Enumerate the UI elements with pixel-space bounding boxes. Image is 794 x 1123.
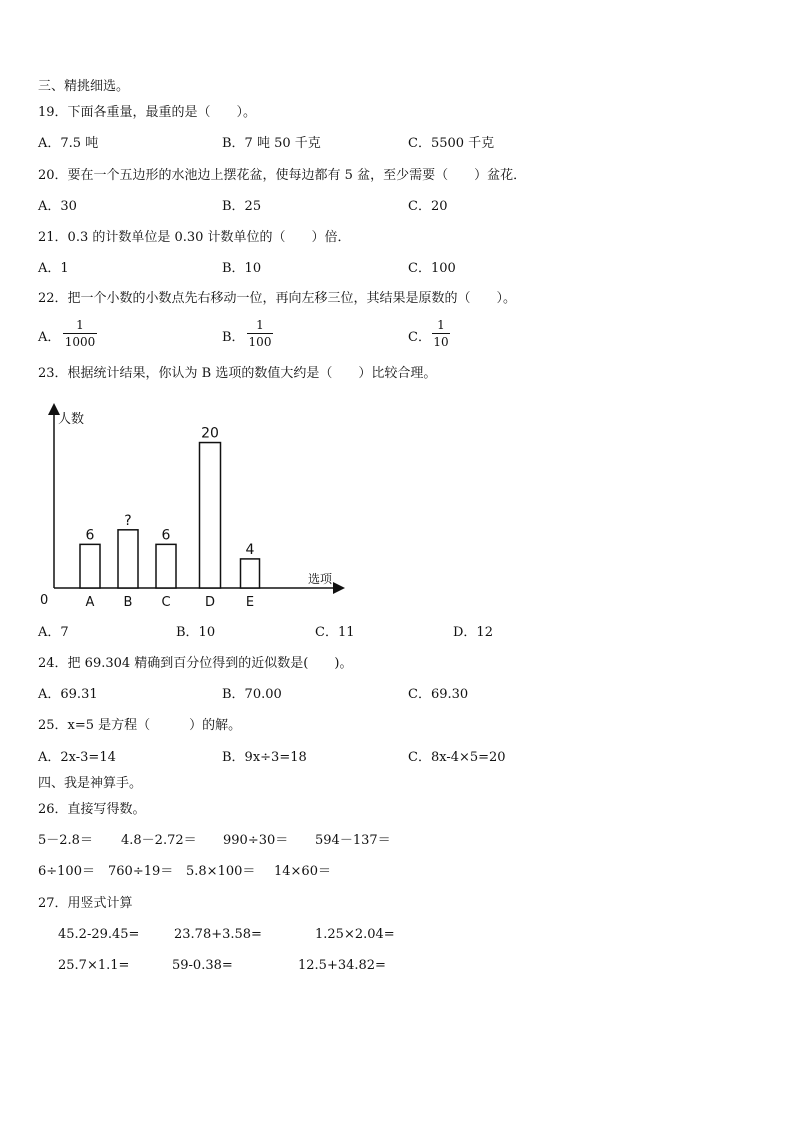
question-22-option-c-label: C． bbox=[408, 330, 431, 345]
question-20-option-a: A．30 bbox=[38, 199, 77, 214]
calc-item: 25.7×1.1= bbox=[58, 958, 130, 973]
question-23-stem: 23．根据统计结果，你认为 B 选项的数值大约是（ ）比较合理。 bbox=[38, 366, 437, 381]
calc-item: 6÷100＝ bbox=[38, 864, 95, 879]
question-23-option-c: C．11 bbox=[315, 625, 355, 640]
question-22-stem: 22．把一个小数的小数点先右移动一位，再向左移三位，其结果是原数的（ ）。 bbox=[38, 291, 517, 306]
bar-A bbox=[80, 544, 100, 588]
x-axis-label: 选项 bbox=[308, 572, 333, 586]
x-tick-label: C bbox=[161, 595, 171, 610]
question-23-option-d: D．12 bbox=[453, 625, 493, 640]
x-tick-label: D bbox=[204, 595, 216, 610]
calc-item: 5.8×100＝ bbox=[186, 864, 256, 879]
bar-D bbox=[200, 443, 221, 588]
question-24-option-b: B．70.00 bbox=[222, 687, 282, 702]
fraction-bar bbox=[432, 333, 450, 334]
question-21-option-b: B．10 bbox=[222, 261, 262, 276]
question-22-option-a-fraction bbox=[60, 318, 100, 349]
fraction-numerator: 1 bbox=[76, 318, 84, 332]
question-22-option-c-fraction bbox=[421, 318, 461, 349]
question-22-option-a-label: A． bbox=[38, 330, 61, 345]
question-25-option-c: C．8x-4×5=20 bbox=[408, 750, 506, 765]
x-tick-label: B bbox=[123, 595, 133, 610]
bar-chart bbox=[34, 398, 354, 618]
question-24-option-a: A．69.31 bbox=[38, 687, 98, 702]
question-21-option-c: C．100 bbox=[408, 261, 456, 276]
question-22-option-b-label: B． bbox=[222, 330, 245, 345]
question-20-option-b: B．25 bbox=[222, 199, 262, 214]
calc-item: 594－137＝ bbox=[315, 833, 391, 848]
question-24-stem: 24．把 69.304 精确到百分位得到的近似数是( )。 bbox=[38, 656, 353, 671]
question-24-option-c: C．69.30 bbox=[408, 687, 469, 702]
question-25-option-a: A．2x-3=14 bbox=[38, 750, 116, 765]
bar-value-label: 6 bbox=[85, 527, 95, 544]
question-19-option-b: B．7 吨 50 千克 bbox=[222, 136, 321, 151]
question-19-option-a: A．7.5 吨 bbox=[38, 136, 99, 151]
question-21-stem: 21．0.3 的计数单位是 0.30 计数单位的（ ）倍． bbox=[38, 230, 351, 245]
calc-item: 23.78+3.58= bbox=[174, 927, 262, 942]
calc-item: 990÷30＝ bbox=[223, 833, 289, 848]
question-25-option-b: B．9x÷3=18 bbox=[222, 750, 307, 765]
bar-C bbox=[156, 544, 176, 588]
calc-item: 1.25×2.04= bbox=[315, 927, 395, 942]
question-25-stem: 25．x=5 是方程（ ）的解。 bbox=[38, 718, 242, 733]
question-19-option-c: C．5500 千克 bbox=[408, 136, 495, 151]
calc-item: 45.2-29.45= bbox=[58, 927, 140, 942]
question-22-option-b-fraction bbox=[240, 318, 280, 349]
bar-value-label: ? bbox=[124, 512, 132, 529]
bar-E bbox=[241, 559, 260, 588]
question-19-stem: 19．下面各重量，最重的是（ ）。 bbox=[38, 105, 257, 120]
calc-item: 59-0.38= bbox=[172, 958, 233, 973]
fraction-denominator: 1000 bbox=[64, 335, 96, 349]
bar-value-label: 6 bbox=[161, 527, 171, 544]
x-tick-label: A bbox=[85, 595, 95, 610]
question-20-stem: 20．要在一个五边形的水池边上摆花盆，使每边都有 5 盆，至少需要（ ）盆花． bbox=[38, 168, 527, 183]
section-title: 四、我是神算手。 bbox=[38, 776, 143, 791]
bar-value-label: 20 bbox=[201, 425, 219, 442]
section-title: 三、精挑细选。 bbox=[38, 79, 130, 94]
calc-item: 14×60＝ bbox=[274, 864, 331, 879]
fraction-numerator: 1 bbox=[437, 318, 445, 332]
fraction-numerator: 1 bbox=[256, 318, 264, 332]
question-27-stem: 27．用竖式计算 bbox=[38, 896, 133, 911]
calc-item: 5－2.8＝ bbox=[38, 833, 93, 848]
bar-B bbox=[118, 530, 138, 588]
fraction-denominator: 100 bbox=[248, 335, 272, 349]
calc-item: 4.8－2.72＝ bbox=[121, 833, 197, 848]
question-26-stem: 26．直接写得数。 bbox=[38, 802, 146, 817]
fraction-bar bbox=[247, 333, 273, 334]
question-20-option-c: C．20 bbox=[408, 199, 448, 214]
question-21-option-a: A．1 bbox=[38, 261, 69, 276]
question-23-option-b: B．10 bbox=[176, 625, 216, 640]
fraction-bar bbox=[63, 333, 97, 334]
x-tick-label: E bbox=[245, 595, 255, 610]
origin-label: 0 bbox=[40, 593, 49, 608]
bar-value-label: 4 bbox=[245, 541, 255, 558]
calc-item: 12.5+34.82= bbox=[298, 958, 386, 973]
fraction-denominator: 10 bbox=[433, 335, 449, 349]
question-23-option-a: A．7 bbox=[38, 625, 69, 640]
calc-item: 760÷19＝ bbox=[108, 864, 174, 879]
y-axis-label: 人数 bbox=[58, 412, 85, 427]
